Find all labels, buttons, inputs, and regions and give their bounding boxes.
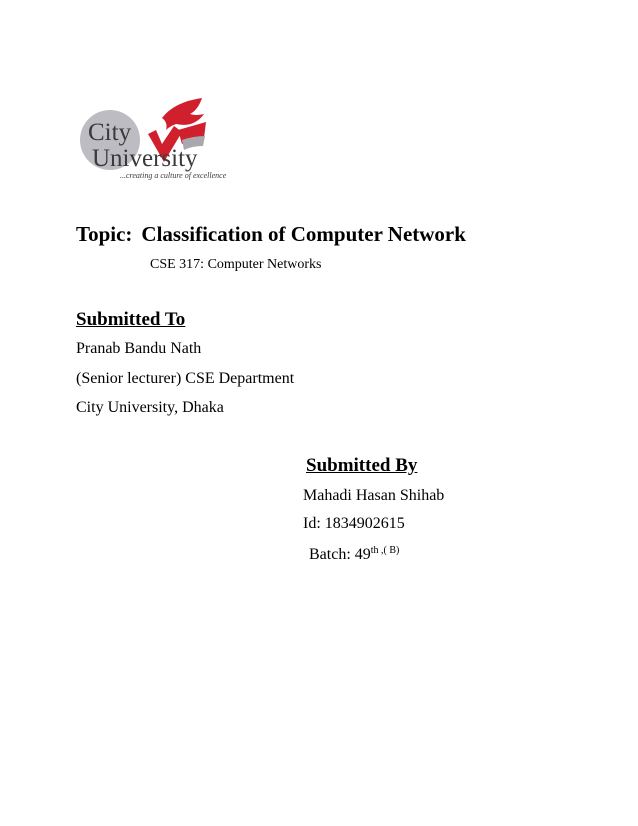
submitted-by-id: Id: 1834902615: [303, 515, 405, 532]
submitted-to-designation: (Senior lecturer) CSE Department: [76, 370, 295, 387]
submitted-to-name: Pranab Bandu Nath: [76, 340, 202, 357]
topic-title: Classification of Computer Network: [141, 222, 466, 246]
submitted-by-name: Mahadi Hasan Shihab: [303, 487, 445, 504]
topic-label: Topic:: [76, 222, 133, 246]
course-code: CSE 317: Computer Networks: [150, 257, 322, 272]
logo-graphic: [78, 96, 228, 184]
logo-city-text: City: [88, 119, 132, 146]
submitted-to-institution: City University, Dhaka: [76, 399, 224, 416]
submitted-by-batch: [309, 545, 399, 564]
submitted-to-heading: Submitted To: [76, 309, 186, 330]
logo-tagline: ...creating a culture of excellence: [120, 171, 227, 180]
logo-university-text: University: [92, 145, 198, 172]
city-university-logo: [78, 96, 228, 184]
batch-text: Batch: 49: [309, 546, 371, 563]
batch-superscript: th ,( B): [370, 545, 400, 556]
topic-line: [76, 222, 466, 247]
submitted-by-heading: Submitted By: [306, 455, 418, 476]
